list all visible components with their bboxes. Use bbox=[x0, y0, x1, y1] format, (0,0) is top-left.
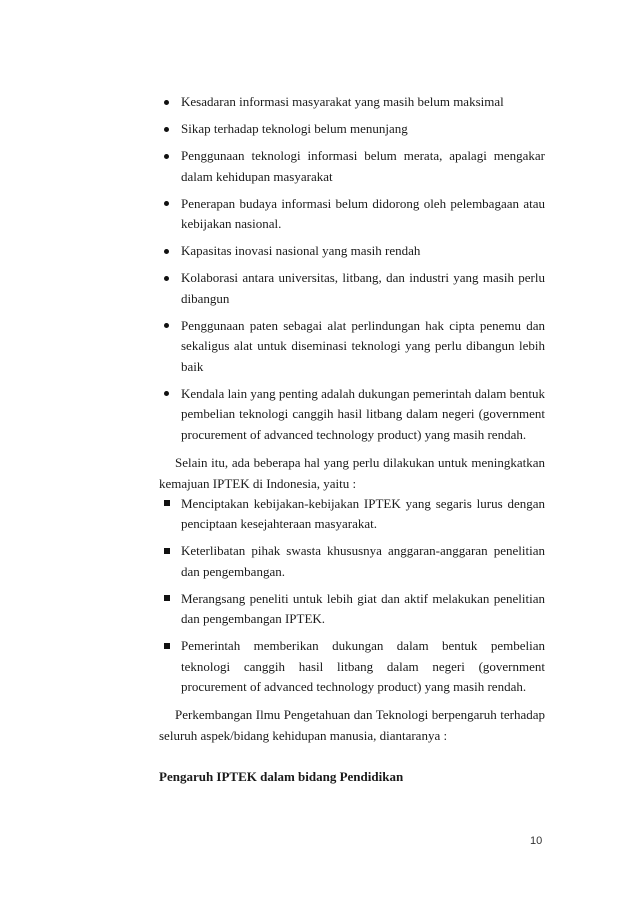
bullet-list-round bbox=[159, 92, 545, 445]
paragraph-influence: Perkembangan Ilmu Pengetahuan dan Teknologi berpengaruh terhadap seluruh aspek/bidang kehidupan manusia, diantaranya : bbox=[159, 707, 545, 743]
bullet-list-square bbox=[159, 494, 545, 698]
bullet-square-icon bbox=[164, 500, 170, 506]
list-item: Kendala lain yang penting adalah dukungan pemerintah dalam bentuk pembelian teknologi canggih hasil litbang dalam negeri (government procurement of advanced technology product) yang masih rendah. bbox=[159, 384, 545, 446]
bullet-dot-icon bbox=[164, 127, 169, 132]
list-item: Penggunaan paten sebagai alat perlindungan hak cipta penemu dan sekaligus alat untuk diseminasi teknologi yang perlu dibangun lebih baik bbox=[159, 316, 545, 378]
bullet-dot-icon bbox=[164, 391, 169, 396]
page-number: 10 bbox=[530, 835, 543, 847]
bullet-dot-icon bbox=[164, 100, 169, 105]
list-item: Pemerintah memberikan dukungan dalam bentuk pembelian teknologi canggih hasil litbang dalam negeri (government procurement of advanced technology product) yang masih rendah. bbox=[159, 636, 545, 698]
list-item: Kolaborasi antara universitas, litbang, dan industri yang masih perlu dibangun bbox=[159, 268, 545, 309]
bullet-square-icon bbox=[164, 548, 170, 554]
bullet-dot-icon bbox=[164, 201, 169, 206]
bullet-dot-icon bbox=[164, 154, 169, 159]
bullet-square-icon bbox=[164, 595, 170, 601]
list-item: Penerapan budaya informasi belum didorong oleh pelembagaan atau kebijakan nasional. bbox=[159, 194, 545, 235]
list-item: Kapasitas inovasi nasional yang masih rendah bbox=[159, 241, 545, 262]
bullet-dot-icon bbox=[164, 249, 169, 254]
list-item: Menciptakan kebijakan-kebijakan IPTEK yang segaris lurus dengan penciptaan kesejahteraan masyarakat. bbox=[159, 494, 545, 535]
bullet-square-icon bbox=[164, 643, 170, 649]
bullet-dot-icon bbox=[164, 323, 169, 328]
list-item: Penggunaan teknologi informasi belum merata, apalagi mengakar dalam kehidupan masyarakat bbox=[159, 146, 545, 187]
list-item: Sikap terhadap teknologi belum menunjang bbox=[159, 119, 545, 140]
list-item: Keterlibatan pihak swasta khususnya anggaran-anggaran penelitian dan pengembangan. bbox=[159, 541, 545, 582]
bullet-dot-icon bbox=[164, 276, 169, 281]
section-heading: Pengaruh IPTEK dalam bidang Pendidikan bbox=[159, 769, 404, 784]
list-item: Merangsang peneliti untuk lebih giat dan aktif melakukan penelitian dan pengembangan IPTEK. bbox=[159, 589, 545, 630]
list-item: Kesadaran informasi masyarakat yang masih belum maksimal bbox=[159, 92, 545, 113]
paragraph-intro-steps: Selain itu, ada beberapa hal yang perlu dilakukan untuk meningkatkan kemajuan IPTEK di Indonesia, yaitu : bbox=[159, 454, 545, 491]
page-content bbox=[159, 92, 545, 787]
